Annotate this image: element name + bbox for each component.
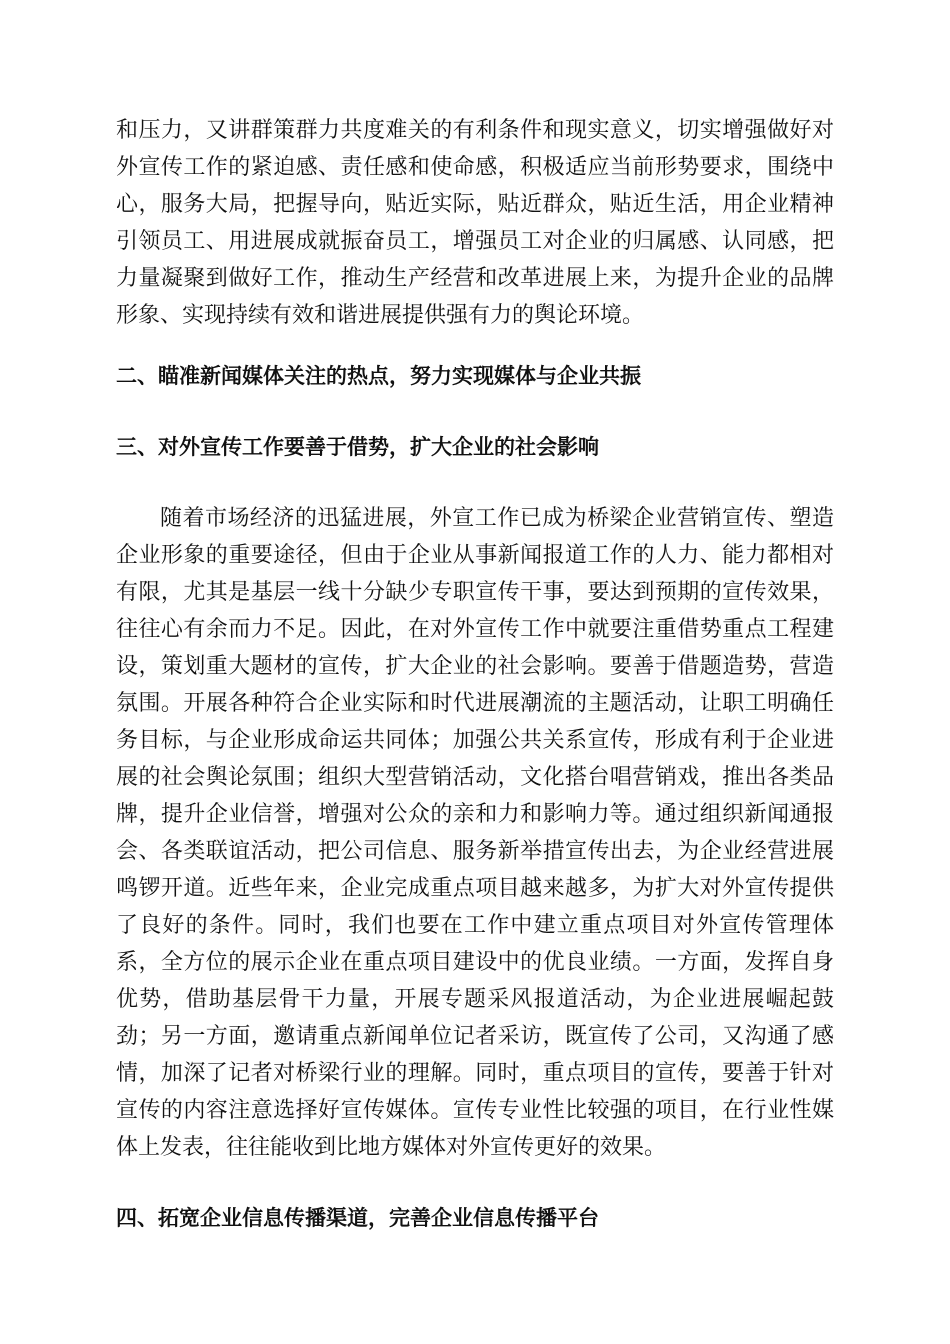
document-body — [116, 112, 834, 1237]
section-heading-3: 三、对外宣传工作要善于借势，扩大企业的社会影响 — [116, 435, 599, 459]
section-heading-4: 四、拓宽企业信息传播渠道，完善企业信息传播平台 — [116, 1206, 599, 1230]
section-heading-2: 二、瞄准新闻媒体关注的热点，努力实现媒体与企业共振 — [116, 364, 641, 388]
section-3-paragraph: 随着市场经济的迅猛进展，外宣工作已成为桥梁企业营销宣传、塑造企业形象的重要途径，但由于企业从事新闻报道工作的人力、能力都相对有限，尤其是基层一线十分缺少专职宣传干事，要达到预期的宣传效果，往往心有余而力不足。因此，在对外宣传工作中就要注重借势重点工程建设，策划重大题材的宣传，扩大企业的社会影响。要善于借题造势，营造氛围。开展各种符合企业实际和时代进展潮流的主题活动，让职工明确任务目标，与企业形成命运共同体；加强公共关系宣传，形成有利于企业进展的社会舆论氛围；组织大型营销活动，文化搭台唱营销戏，推出各类品牌，提升企业信誉，增强对公众的亲和力和影响力等。通过组织新闻通报会、各类联谊活动，把公司信息、服务新举措宣传出去，为企业经营进展鸣锣开道。近些年来，企业完成重点项目越来越多，为扩大对外宣传提供了良好的条件。同时，我们也要在工作中建立重点项目对外宣传管理体系，全方位的展示企业在重点项目建设中的优良业绩。一方面，发挥自身优势，借助基层骨干力量，开展专题采风报道活动，为企业进展崛起鼓劲；另一方面，邀请重点新闻单位记者采访，既宣传了公司，又沟通了感情，加深了记者对桥梁行业的理解。同时，重点项目的宣传，要善于针对宣传的内容注意选择好宣传媒体。宣传专业性比较强的项目，在行业性媒体上发表，往往能收到比地方媒体对外宣传更好的效果。 — [116, 506, 834, 1160]
paragraph-continuation: 和压力，又讲群策群力共度难关的有利条件和现实意义，切实增强做好对外宣传工作的紧迫感、责任感和使命感，积极适应当前形势要求，围绕中心，服务大局，把握导向，贴近实际，贴近群众，贴近生活，用企业精神引领员工、用进展成就振奋员工，增强员工对企业的归属感、认同感，把力量凝聚到做好工作，推动生产经营和改革进展上来，为提升企业的品牌形象、实现持续有效和谐进展提供强有力的舆论环境。 — [116, 118, 834, 328]
